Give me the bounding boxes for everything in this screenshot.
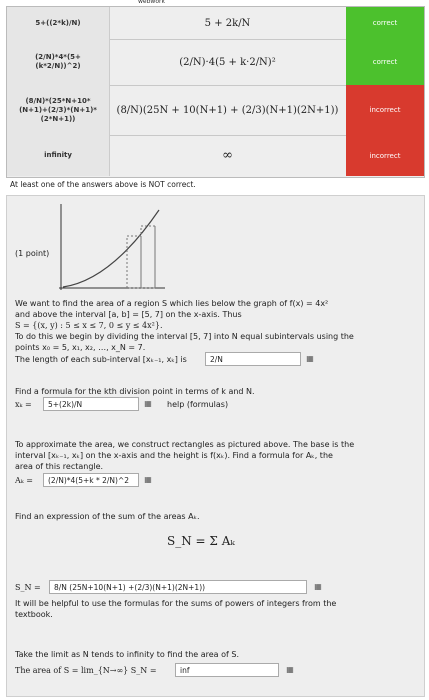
result-status-3: incorrect [346,85,424,135]
result-row-3 [7,85,424,136]
entered-answer-1: 5+((2*k)/N) [7,7,110,39]
answer-preview-2: (2/N)·4(5 + k·2/N)² [179,56,276,68]
sum-prompt: Find an expression of the sum of the areas Aₖ. [15,512,200,521]
ak-label: Aₖ = [15,476,33,485]
kth-point-prompt: Find a formula for the kth division point in terms of k and N. [15,387,255,396]
entered-answer-2: (2/N)*4*(5+ (k*2/N))^2) [7,39,110,85]
answer-preview-1: 5 + 2k/N [204,17,251,29]
result-row-2 [7,39,424,86]
equation-editor-icon[interactable]: ▦ [306,354,314,363]
points-label: (1 point) [15,249,50,258]
intro-line-2: and above the interval [a, b] = [5, 7] on the x-axis. Thus [15,310,242,319]
sn-label: S_N = [15,583,41,592]
graph-curve [63,210,159,287]
ak-input[interactable]: (2/N)*4(5+k * 2/N)^2 [43,473,139,487]
xk-input[interactable]: 5+(2k)/N [43,397,139,411]
equation-editor-icon[interactable]: ▦ [144,399,152,408]
sum-formula: S_N = Σ Aₖ [167,534,235,548]
entered-answer-3: (8/N)*(25*N+10* (N+1)+(2/3)*(N+1)* (2*N+1)) [7,85,110,135]
help-formulas-link[interactable]: help (formulas) [167,400,229,409]
result-row-4 [7,135,424,176]
sub-length-label: The length of each sub-interval [xₖ₋₁, xₖ] is [15,355,187,364]
intro-line-3: S = {(x, y) : 5 ≤ x ≤ 7, 0 ≤ y ≤ 4x²}. [15,321,163,330]
area-input[interactable]: inf [175,663,279,677]
intro-line-4: To do this we begin by dividing the interval [5, 7] into N equal subintervals using the [15,332,354,341]
approx-line-2: interval [xₖ₋₁, xₖ] on the x-axis and the height is f(xₖ). Find a formula for Aₖ, the [15,451,333,460]
rectangle-1 [127,236,141,288]
equation-editor-icon[interactable]: ▦ [314,582,322,591]
approx-line-3: area of this rectangle. [15,462,104,471]
approx-line-1: To approximate the area, we construct rectangles as pictured above. The base is the [15,440,355,449]
sn-input[interactable]: 8/N (25N+10(N+1) +(2/3)(N+1)(2N+1)) [49,580,307,594]
rectangle-2 [141,226,155,288]
sub-length-input[interactable]: 2/N [205,352,301,366]
area-label: The area of S = lim_{N→∞} S_N = [15,666,157,675]
result-row-1 [7,7,424,40]
intro-line-5: points x₀ = 5, x₁, x₂, …, x_N = 7. [15,343,146,352]
equation-editor-icon[interactable]: ▦ [286,665,294,674]
equation-editor-icon[interactable]: ▦ [144,475,152,484]
answer-preview-4: ∞ [222,148,233,163]
feedback-note: At least one of the answers above is NOT correct. [10,180,196,189]
result-status-2: correct [346,39,424,85]
result-status-4: incorrect [346,135,424,176]
answer-preview-3: (8/N)(25N + 10(N+1) + (2/3)(N+1)(2N+1)) [116,104,339,116]
riemann-sum-graph [51,200,169,294]
entered-answer-4: infinity [7,135,110,176]
result-status-1: correct [346,7,424,39]
intro-line-1: We want to find the area of a region S which lies below the graph of f(x) = 4x² [15,299,329,308]
limit-prompt: Take the limit as N tends to infinity to find the area of S. [15,650,239,659]
hint-line-1: It will be helpful to use the formulas for the sums of powers of integers from the [15,599,337,608]
xk-label: xₖ = [15,400,32,409]
problem-panel [6,195,425,697]
results-table [6,6,425,178]
top-bar-label: webwork [138,0,165,5]
hint-line-2: textbook. [15,610,53,619]
